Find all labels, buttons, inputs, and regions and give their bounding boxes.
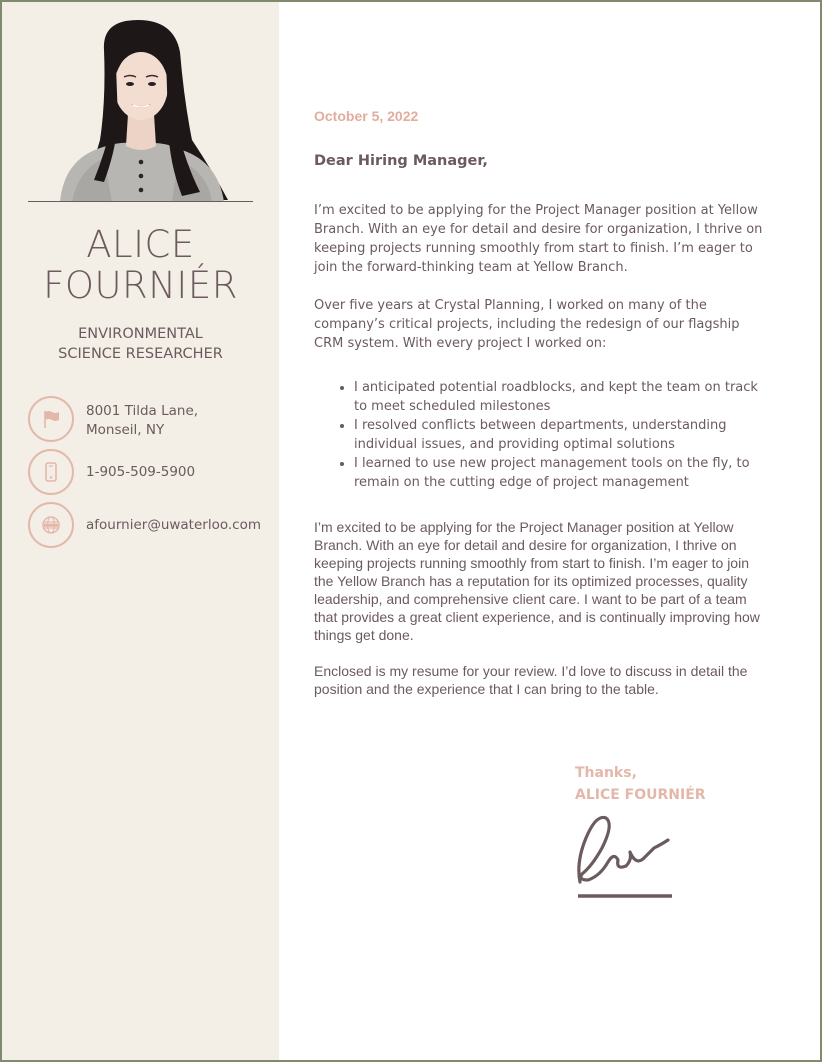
- signature: [574, 810, 674, 902]
- photo-divider: [28, 201, 253, 202]
- flag-icon: [28, 396, 74, 442]
- signoff-name: ALICE FOURNIÉR: [575, 787, 706, 803]
- letter-date: October 5, 2022: [314, 108, 419, 124]
- email-text: afournier@uwaterloo.com: [86, 517, 261, 533]
- contact-phone: [28, 449, 268, 495]
- sidebar: [2, 2, 279, 1060]
- paragraph-1: I’m excited to be applying for the Project Manager position at Yellow Branch. With an eye for detail and desire for organization, I thrive on keeping projects running smoothly from start to finish. I’m eager to join the forward-thinking team at Yellow Branch.: [314, 203, 763, 275]
- list-item: I learned to use new project management tools on the fly, to remain on the cutting edge of project management: [340, 454, 770, 492]
- address-text: [86, 402, 198, 440]
- name-first: ALICE: [86, 223, 195, 266]
- sign-off: [575, 762, 706, 806]
- list-item: I resolved conflicts between departments, understanding individual issues, and providing optimal solutions: [340, 416, 770, 454]
- applicant-name: [2, 224, 279, 306]
- phone-text: 1-905-509-5900: [86, 464, 196, 480]
- role-line-2: SCIENCE RESEARCHER: [58, 346, 223, 362]
- contact-address: [28, 396, 268, 442]
- role-line-1: ENVIRONMENTAL: [78, 326, 203, 342]
- phone-icon: [28, 449, 74, 495]
- contact-email: [28, 502, 268, 548]
- address-line-2: Monseil, NY: [86, 422, 165, 438]
- list-item: I anticipated potential roadblocks, and kept the team on track to meet scheduled milestones: [340, 378, 770, 416]
- address-line-1: 8001 Tilda Lane,: [86, 403, 199, 419]
- globe-icon: [28, 502, 74, 548]
- paragraph-4: Enclosed is my resume for your review. I’d love to discuss in detail the position and the experience that I can bring to the table.: [314, 663, 748, 697]
- thanks-text: Thanks,: [575, 765, 637, 781]
- profile-photo: [42, 10, 242, 202]
- paragraph-3: I’m excited to be applying for the Project Manager position at Yellow Branch. With an eye for detail and desire for organization, I thrive on keeping projects running smoothly from start to finish. I’m eager to join the Yellow Branch has a reputation for its optimized processes, quality leadership, and comprehensive client care. I want to be part of a team that provides a great client experience, and is continually improving how things get done.: [314, 519, 760, 643]
- achievements-list: [340, 378, 770, 492]
- applicant-role: [2, 324, 279, 364]
- paragraph-2: Over five years at Crystal Planning, I worked on many of the company’s critical projects, including the redesign of our flagship CRM system. With every project I worked on:: [314, 298, 740, 351]
- letter-greeting: Dear Hiring Manager,: [314, 153, 488, 169]
- name-last: FOURNIÉR: [43, 264, 238, 307]
